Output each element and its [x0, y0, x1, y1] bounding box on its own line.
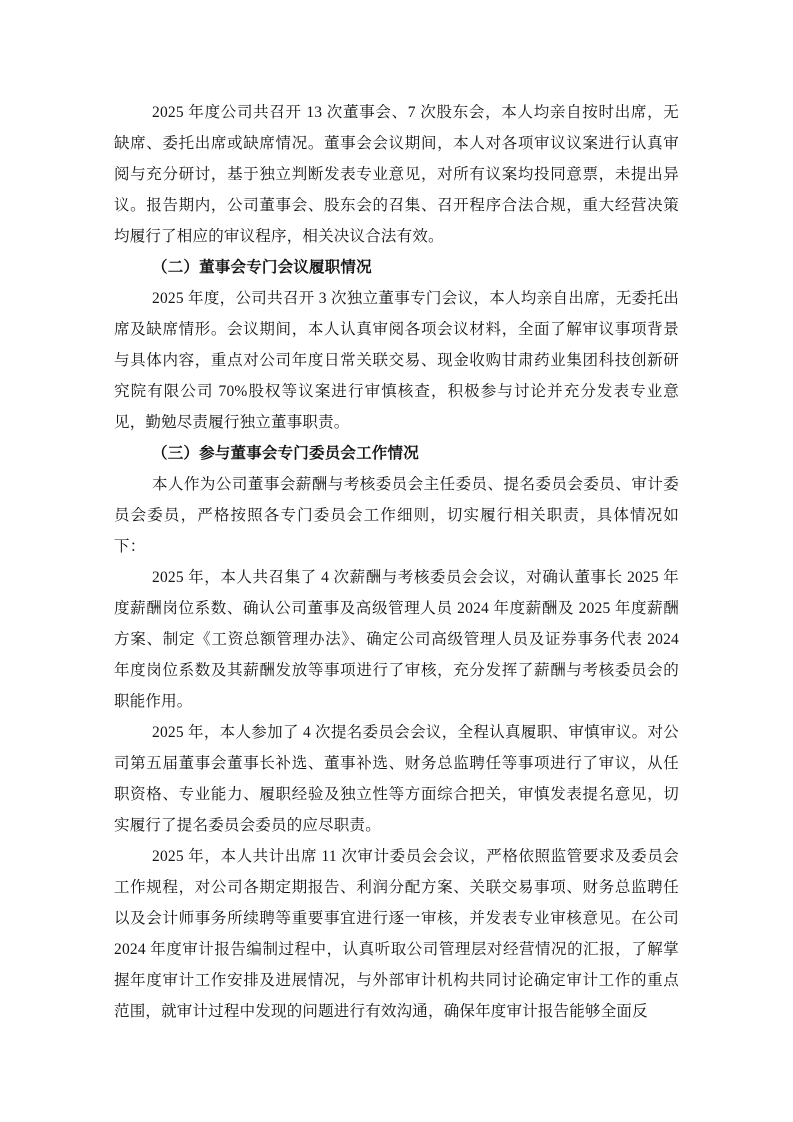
- body-paragraph: 本人作为公司董事会薪酬与考核委员会主任委员、提名委员会委员、审计委员会委员，严格按照各专门委员会工作细则，切实履行相关职责，具体情况如下：: [114, 476, 679, 555]
- body-paragraph: 2025 年，本人共召集了 4 次薪酬与考核委员会会议，对确认董事长 2025 年度薪酬岗位系数、确认公司董事及高级管理人员 2024 年度薪酬及 2025 年度薪酬方案、制定《工资总额管理办法》、确定公司高级管理人员及证券事务代表 2024 年度岗位系数及其薪酬发放等事项进行了审核，充分发挥了薪酬与考核委员会的职能作用。: [114, 569, 679, 710]
- body-paragraph: 2025 年度公司共召开 13 次董事会、7 次股东会，本人均亲自按时出席，无缺席、委托出席或缺席情况。董事会会议期间，本人对各项审议议案进行认真审阅与充分研讨，基于独立判断发表专业意见，对所有议案均投同意票，未提出异议。报告期内，公司董事会、股东会的召集、召开程序合法合规，重大经营决策均履行了相应的审议程序，相关决议合法有效。: [114, 104, 679, 245]
- section-heading: （二）董事会专门会议履职情况: [152, 259, 372, 276]
- document-body: [114, 97, 679, 1027]
- body-paragraph: 2025 年度，公司共召开 3 次独立董事专门会议，本人均亲自出席，无委托出席及缺席情形。会议期间，本人认真审阅各项会议材料，全面了解审议事项背景与具体内容，重点对公司年度日常关联交易、现金收购甘肃药业集团科技创新研究院有限公司 70%股权等议案进行审慎核查，积极参与讨论并充分发表专业意见，勤勉尽责履行独立董事职责。: [114, 290, 679, 431]
- section-heading: （三）参与董事会专门委员会工作情况: [152, 445, 419, 462]
- body-paragraph: 2025 年，本人参加了 4 次提名委员会会议，全程认真履职、审慎审议。对公司第五届董事会董事长补选、董事补选、财务总监聘任等事项进行了审议，从任职资格、专业能力、履职经验及独立性等方面综合把关，审慎发表提名意见，切实履行了提名委员会委员的应尽职责。: [114, 724, 679, 834]
- body-paragraph: 2025 年，本人共计出席 11 次审计委员会会议，严格依照监管要求及委员会工作规程，对公司各期定期报告、利润分配方案、关联交易事项、财务总监聘任以及会计师事务所续聘等重要事宜进行逐一审核，并发表专业审核意见。在公司 2024 年度审计报告编制过程中，认真听取公司管理层对经营情况的汇报，了解掌握年度审计工作安排及进展情况，与外部审计机构共同讨论确定审计工作的重点范围，就审计过程中发现的问题进行有效沟通，确保年度审计报告能够全面反: [114, 848, 679, 1020]
